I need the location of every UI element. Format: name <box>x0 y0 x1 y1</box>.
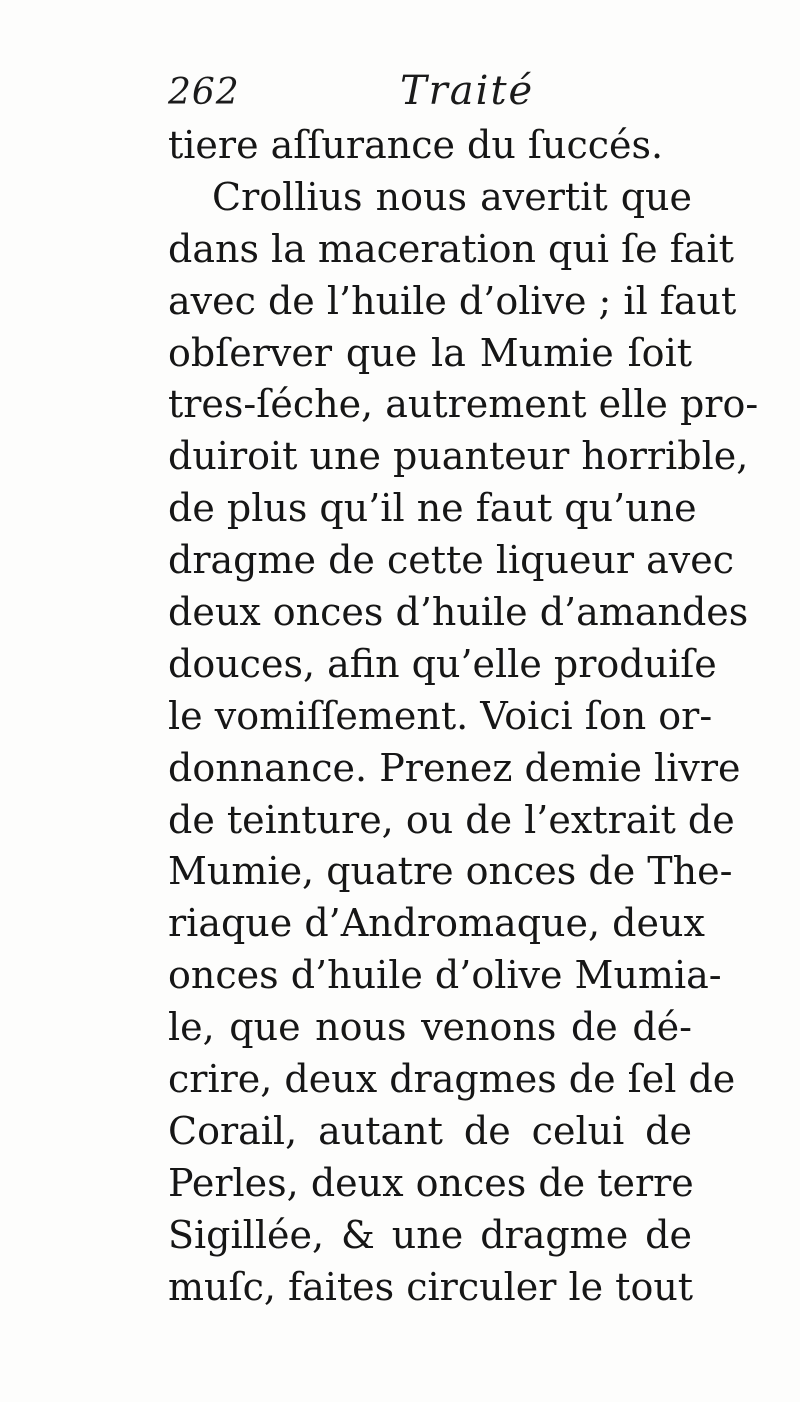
text-line: dragme de cette liqueur avec <box>168 538 735 583</box>
text-line: obſerver que la Mumie ſoit <box>168 330 692 375</box>
text-line: riaque d’Andromaque, deux <box>168 901 705 946</box>
text-line: deux onces d’huile d’amandes <box>168 590 749 635</box>
text-line: muſc, faites circuler le tout <box>168 1264 694 1309</box>
text-line: tres-ſéche, autrement elle pro- <box>168 382 759 427</box>
text-line: onces d’huile d’olive Mumia- <box>168 953 722 998</box>
text-line: douces, afin qu’elle produiſe <box>168 641 717 686</box>
text-line: le vomiſſement. Voici ſon or- <box>168 693 713 738</box>
page-number: 262 <box>168 72 240 113</box>
text-line: dans la maceration qui ſe fait <box>168 226 734 271</box>
text-line: de plus qu’il ne faut qu’une <box>168 486 697 531</box>
text-line: Mumie, quatre onces de The- <box>168 849 733 894</box>
running-head <box>168 68 688 122</box>
text-line: Perles, deux onces de terre <box>168 1160 694 1205</box>
text-line: Corail, autant de celui de <box>168 1108 692 1153</box>
text-line: duiroit une puanteur horrible, <box>168 434 749 479</box>
text-line: tiere aſſurance du ſuccés. <box>168 123 664 167</box>
text-line: Sigillée, & une dragme de <box>168 1212 692 1257</box>
text-line: crire, deux dragmes de ſel de <box>168 1057 736 1102</box>
text-line: le, que nous venons de dé- <box>168 1005 692 1050</box>
body-text <box>168 120 759 1313</box>
text-line: avec de l’huile d’olive ; il faut <box>168 278 737 323</box>
text-line: donnance. Prenez demie livre <box>168 745 741 790</box>
text-line: Crollius nous avertit que <box>212 174 692 219</box>
running-title: Traité <box>400 68 535 114</box>
text-line: de teinture, ou de l’extrait de <box>168 797 735 842</box>
